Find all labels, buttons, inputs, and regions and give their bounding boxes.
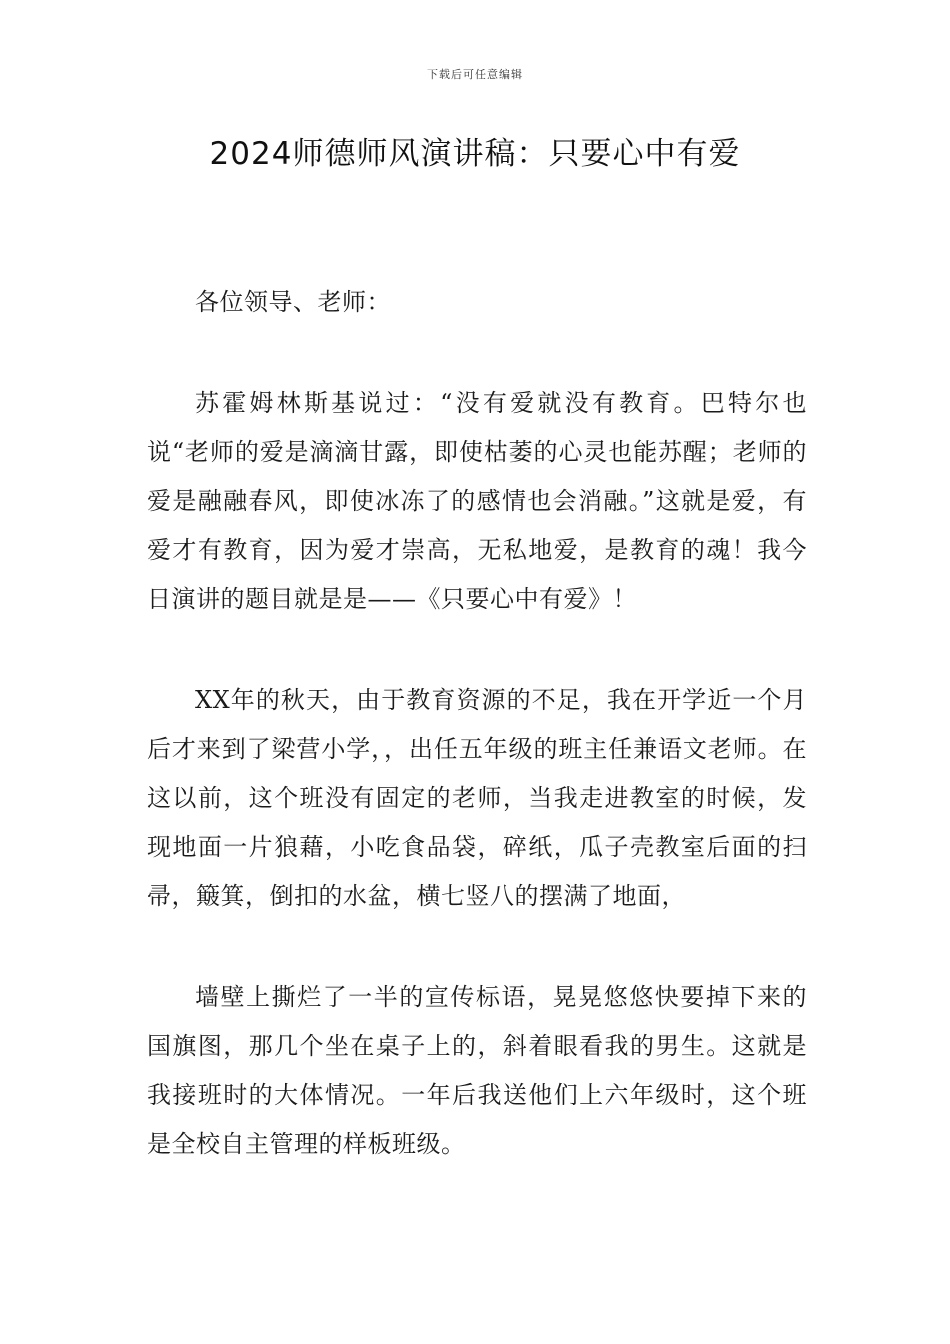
greeting-line: 各位领导、老师： — [195, 288, 391, 316]
document-title: 2024师德师风演讲稿：只要心中有爱 — [209, 136, 741, 172]
paragraph-3: 墙壁上撕烂了一半的宣传标语，晃晃悠悠快要掉下来的国旗图，那几个坐在桌子上的，斜着眼看我的男生。这就是我接班时的大体情况。一年后我送他们上六年级时，这个班是全校自主管理的样板班级。 — [147, 983, 807, 1158]
header-note: 下载后可任意编辑 — [427, 68, 523, 81]
document-body — [147, 278, 807, 1221]
paragraph-1: 苏霍姆林斯基说过：“没有爱就没有教育。巴特尔也说“老师的爱是滴滴甘露，即使枯萎的心灵也能苏醒；老师的爱是融融春风，即使冰冻了的感情也会消融。”这就是爱，有爱才有教育，因为爱才崇高，无私地爱，是教育的魂！我今日演讲的题目就是是——《只要心中有爱》！ — [147, 389, 807, 613]
paragraph-2: XX年的秋天，由于教育资源的不足，我在开学近一个月后才来到了梁营小学，，出任五年级的班主任兼语文老师。在这以前，这个班没有固定的老师，当我走进教室的时候，发现地面一片狼藉，小吃食品袋，碎纸，瓜子壳教室后面的扫帚，簸箕，倒扣的水盆，横七竖八的摆满了地面， — [147, 686, 807, 910]
